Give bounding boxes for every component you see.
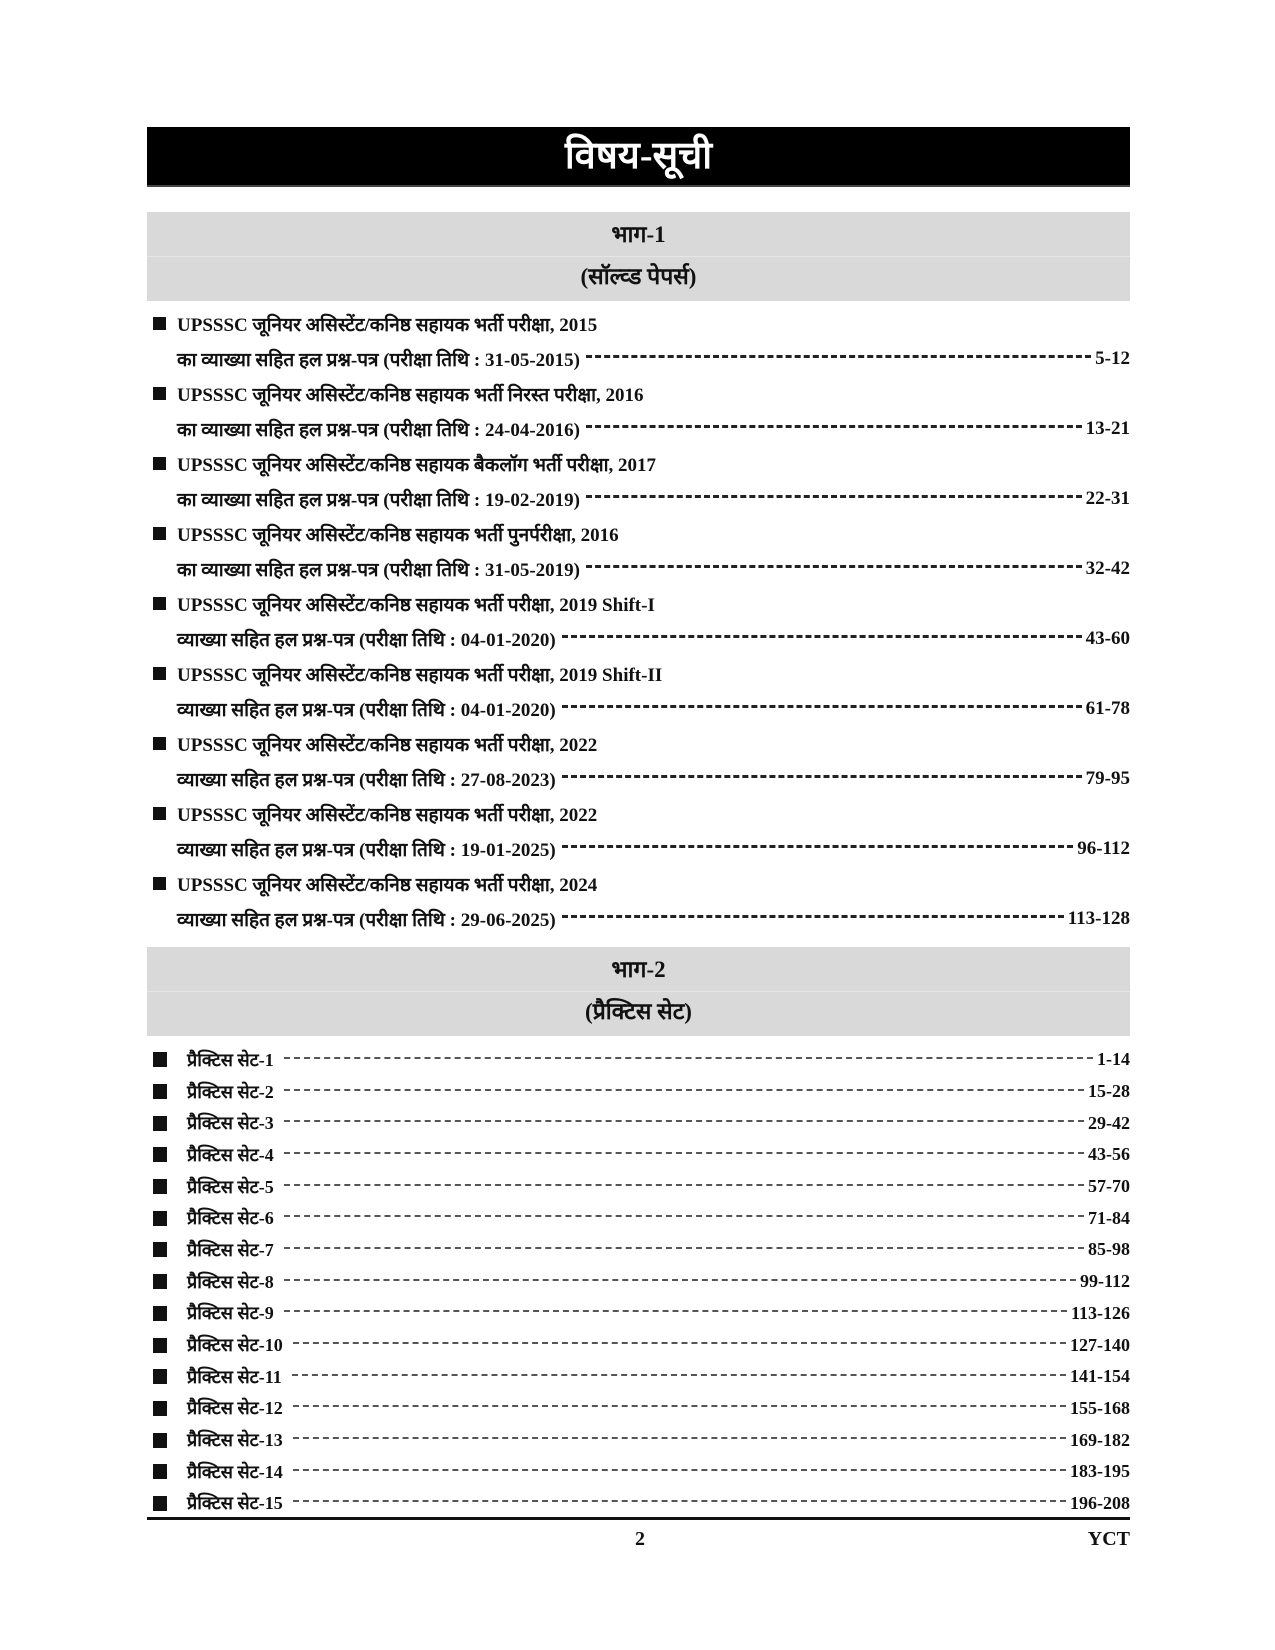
square-bullet-icon [153,1433,167,1448]
toc-entry[interactable] [147,727,1130,797]
part-2-header [147,947,1130,1036]
entry-heading: UPSSSC जूनियर असिस्टेंट/कनिष्ठ सहायक भर्ती परीक्षा, 2024 [177,874,598,896]
square-bullet-icon [153,1147,167,1162]
practice-set-entry[interactable] [147,1298,1130,1330]
entry-pages: 196-208 [1070,1492,1130,1513]
dot-leader [562,705,1082,708]
dot-leader [586,425,1082,428]
entry-label: प्रैक्टिस सेट-5 [187,1176,274,1197]
table-of-contents [147,127,1130,1519]
entry-pages: 85-98 [1088,1239,1130,1260]
entry-pages: 57-70 [1088,1176,1130,1197]
dot-leader [284,1152,1084,1154]
entry-pages: 183-195 [1070,1461,1130,1482]
square-bullet-icon [153,1496,167,1511]
entry-detail: का व्याख्या सहित हल प्रश्न-पत्र (परीक्षा तिथि : 31-05-2019) [177,559,580,581]
entry-pages: 5-12 [1095,347,1130,369]
entry-label: प्रैक्टिस सेट-11 [187,1366,282,1387]
entry-detail: का व्याख्या सहित हल प्रश्न-पत्र (परीक्षा तिथि : 19-02-2019) [177,489,580,511]
dot-leader [284,1247,1084,1249]
dot-leader [293,1469,1066,1471]
entry-heading: UPSSSC जूनियर असिस्टेंट/कनिष्ठ सहायक भर्ती परीक्षा, 2015 [177,314,598,336]
square-bullet-icon [153,597,166,610]
toc-entry[interactable] [147,447,1130,517]
practice-set-entry[interactable] [147,1139,1130,1171]
entry-label: प्रैक्टिस सेट-8 [187,1271,274,1292]
entry-label: प्रैक्टिस सेट-3 [187,1113,274,1134]
square-bullet-icon [153,1179,167,1194]
square-bullet-icon [153,1052,167,1067]
practice-set-entry[interactable] [147,1266,1130,1298]
publisher-brand: YCT [1087,1528,1130,1550]
square-bullet-icon [153,527,166,540]
part-1-header [147,212,1130,301]
dot-leader [293,1342,1066,1344]
practice-set-entry[interactable] [147,1234,1130,1266]
practice-set-entry[interactable] [147,1202,1130,1234]
square-bullet-icon [153,1274,167,1289]
part-2-subtitle: (प्रैक्टिस सेट) [585,999,692,1024]
practice-set-entry[interactable] [147,1076,1130,1108]
square-bullet-icon [153,1306,167,1321]
square-bullet-icon [153,1338,167,1353]
toc-entry[interactable] [147,377,1130,447]
practice-set-entry[interactable] [147,1107,1130,1139]
entry-label: प्रैक्टिस सेट-6 [187,1208,274,1229]
entry-pages: 79-95 [1085,767,1130,789]
dot-leader [562,915,1064,918]
toc-entry[interactable] [147,517,1130,587]
part-1-label: भाग-1 [147,212,1130,257]
entry-heading: UPSSSC जूनियर असिस्टेंट/कनिष्ठ सहायक भर्ती पुनर्परीक्षा, 2016 [177,524,619,546]
entry-pages: 141-154 [1070,1366,1130,1387]
practice-set-entry[interactable] [147,1329,1130,1361]
entry-label: प्रैक्टिस सेट-14 [187,1461,283,1482]
dot-leader [562,635,1082,638]
practice-set-entry[interactable] [147,1171,1130,1203]
toc-entry[interactable] [147,797,1130,867]
dot-leader [293,1437,1066,1439]
entry-label: प्रैक्टिस सेट-1 [187,1049,274,1070]
entry-detail: का व्याख्या सहित हल प्रश्न-पत्र (परीक्षा तिथि : 24-04-2016) [177,419,580,441]
entry-label: प्रैक्टिस सेट-7 [187,1239,274,1260]
entry-label: प्रैक्टिस सेट-10 [187,1335,283,1356]
entry-heading: UPSSSC जूनियर असिस्टेंट/कनिष्ठ सहायक भर्ती परीक्षा, 2019 Shift-I [177,594,655,616]
dot-leader [284,1120,1084,1122]
entry-heading: UPSSSC जूनियर असिस्टेंट/कनिष्ठ सहायक भर्ती परीक्षा, 2022 [177,804,598,826]
entry-label: प्रैक्टिस सेट-13 [187,1430,283,1451]
square-bullet-icon [153,1116,167,1131]
square-bullet-icon [153,1464,167,1479]
part-2-label: भाग-2 [147,947,1130,992]
entry-label: प्रैक्टिस सेट-15 [187,1493,283,1514]
entry-pages: 43-56 [1088,1144,1130,1165]
entry-heading: UPSSSC जूनियर असिस्टेंट/कनिष्ठ सहायक भर्ती परीक्षा, 2022 [177,734,598,756]
practice-set-entry[interactable] [147,1044,1130,1076]
page-title: विषय-सूची [147,127,1130,187]
entry-label: प्रैक्टिस सेट-9 [187,1303,274,1324]
entry-detail: व्याख्या सहित हल प्रश्न-पत्र (परीक्षा तिथि : 29-06-2025) [177,909,556,931]
entry-detail: व्याख्या सहित हल प्रश्न-पत्र (परीक्षा तिथि : 27-08-2023) [177,769,556,791]
square-bullet-icon [153,387,166,400]
square-bullet-icon [153,457,166,470]
entry-pages: 169-182 [1070,1429,1130,1450]
dot-leader [284,1215,1084,1217]
dot-leader [293,1500,1066,1502]
square-bullet-icon [153,737,166,750]
entry-pages: 43-60 [1085,627,1130,649]
entry-pages: 113-128 [1067,907,1130,929]
dot-leader [284,1057,1093,1059]
dot-leader [586,565,1082,568]
entry-pages: 127-140 [1070,1334,1130,1355]
square-bullet-icon [153,1242,167,1257]
toc-entry[interactable] [147,587,1130,657]
entry-label: प्रैक्टिस सेट-4 [187,1144,274,1165]
dot-leader [562,775,1082,778]
practice-set-entry[interactable] [147,1488,1130,1520]
toc-entry[interactable] [147,307,1130,377]
practice-set-entry[interactable] [147,1424,1130,1456]
square-bullet-icon [153,1369,167,1384]
entry-pages: 32-42 [1085,557,1130,579]
square-bullet-icon [153,877,166,890]
entry-heading: UPSSSC जूनियर असिस्टेंट/कनिष्ठ सहायक भर्ती परीक्षा, 2019 Shift-II [177,664,663,686]
square-bullet-icon [153,667,166,680]
part-2-entries [147,1036,1130,1519]
practice-set-entry[interactable] [147,1456,1130,1488]
entry-pages: 15-28 [1088,1081,1130,1102]
square-bullet-icon [153,1401,167,1416]
entry-detail: व्याख्या सहित हल प्रश्न-पत्र (परीक्षा तिथि : 04-01-2020) [177,699,556,721]
practice-set-entry[interactable] [147,1393,1130,1425]
entry-pages: 71-84 [1088,1207,1130,1228]
square-bullet-icon [153,317,166,330]
footer-rule [147,1517,1130,1520]
dot-leader [293,1405,1066,1407]
entry-pages: 155-168 [1070,1397,1130,1418]
entry-label: प्रैक्टिस सेट-12 [187,1398,283,1419]
toc-entry[interactable] [147,867,1130,937]
entry-pages: 29-42 [1088,1112,1130,1133]
dot-leader [284,1184,1084,1186]
square-bullet-icon [153,807,166,820]
dot-leader [284,1310,1067,1312]
entry-label: प्रैक्टिस सेट-2 [187,1081,274,1102]
part-1-subtitle: (सॉल्व्ड पेपर्स) [580,264,697,289]
entry-pages: 113-126 [1070,1302,1130,1323]
entry-pages: 22-31 [1085,487,1130,509]
page-number: 2 [635,1528,645,1550]
dot-leader [292,1374,1066,1376]
entry-detail: का व्याख्या सहित हल प्रश्न-पत्र (परीक्षा तिथि : 31-05-2015) [177,349,580,371]
entry-heading: UPSSSC जूनियर असिस्टेंट/कनिष्ठ सहायक भर्ती निरस्त परीक्षा, 2016 [177,384,644,406]
dot-leader [586,495,1082,498]
square-bullet-icon [153,1084,167,1099]
square-bullet-icon [153,1211,167,1226]
part-1-entries [147,301,1130,937]
entry-pages: 61-78 [1085,697,1130,719]
dot-leader [284,1279,1076,1281]
entry-pages: 1-14 [1097,1049,1130,1070]
dot-leader [284,1089,1084,1091]
entry-pages: 99-112 [1079,1271,1130,1292]
entry-detail: व्याख्या सहित हल प्रश्न-पत्र (परीक्षा तिथि : 04-01-2020) [177,629,556,651]
dot-leader [586,355,1091,358]
practice-set-entry[interactable] [147,1361,1130,1393]
entry-heading: UPSSSC जूनियर असिस्टेंट/कनिष्ठ सहायक बैकलॉग भर्ती परीक्षा, 2017 [177,454,656,476]
toc-entry[interactable] [147,657,1130,727]
entry-pages: 13-21 [1085,417,1130,439]
entry-pages: 96-112 [1077,837,1130,859]
dot-leader [562,845,1073,848]
entry-detail: व्याख्या सहित हल प्रश्न-पत्र (परीक्षा तिथि : 19-01-2025) [177,839,556,861]
